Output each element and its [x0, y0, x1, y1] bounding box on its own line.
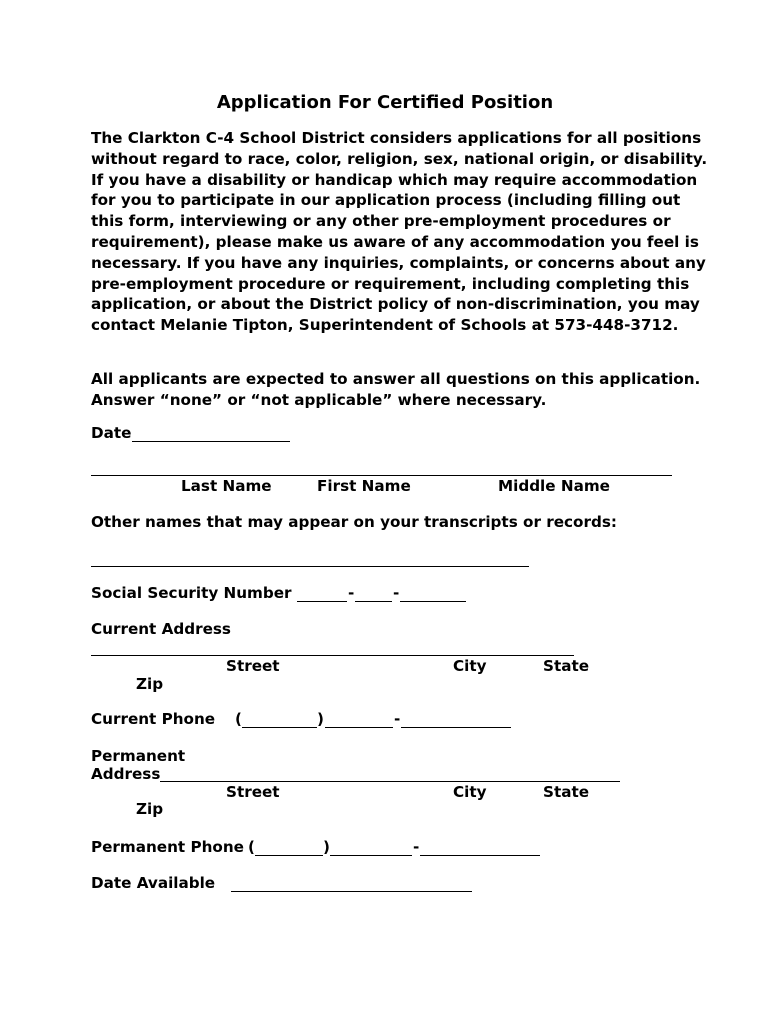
permanent-address-field[interactable] [160, 781, 620, 782]
last-name-caption: Last Name [181, 477, 272, 495]
permanent-phone-area-field[interactable] [255, 838, 323, 856]
current-city-caption: City [453, 657, 487, 675]
permanent-phone-dash: - [413, 838, 420, 856]
instructions-paragraph: All applicants are expected to answer all questions on this application. Answer “none” or “not applicable” where necessary. [91, 370, 701, 409]
full-name-field[interactable] [91, 475, 672, 476]
permanent-phone-open-paren: ( [248, 838, 255, 856]
intro-paragraph: The Clarkton C-4 School District considers applications for all positions without regard to race, color, religion, sex, national origin, or disability. If you have a disability or handicap which may require accommodation for you to participate in our application process (including filling out this form, interviewing or any other pre-employment procedures or requirement), please make us aware of any accommodation you feel is necessary. If you have any inquiries, complaints, or concerns about any pre-employment procedure or requirement, including completing this application, or about the District policy of non-discrimination, you may contact Melanie Tipton, Superintendent of Schools at 573-448-3712. [91, 129, 708, 335]
permanent-street-caption: Street [226, 783, 280, 801]
current-phone-prefix-field[interactable] [325, 710, 393, 728]
current-state-caption: State [543, 657, 590, 675]
current-phone-close-paren: ) [317, 710, 324, 728]
current-phone-label: Current Phone [91, 710, 216, 728]
current-phone-area-field[interactable] [242, 710, 317, 728]
ssn-part2-field[interactable] [355, 584, 392, 602]
permanent-phone-prefix-field[interactable] [330, 838, 412, 856]
current-zip-caption: Zip [136, 675, 164, 693]
date-available-label: Date Available [91, 874, 216, 892]
first-name-caption: First Name [317, 477, 411, 495]
permanent-address-label-line1: Permanent [91, 747, 186, 765]
permanent-city-caption: City [453, 783, 487, 801]
permanent-zip-caption: Zip [136, 800, 164, 818]
current-phone-dash: - [394, 710, 401, 728]
permanent-phone-close-paren: ) [323, 838, 330, 856]
date-available-field[interactable] [231, 874, 472, 892]
ssn-part3-field[interactable] [400, 584, 466, 602]
ssn-part1-field[interactable] [297, 584, 347, 602]
date-field[interactable] [132, 424, 290, 442]
page-title: Application For Certified Position [216, 92, 554, 113]
permanent-phone-label: Permanent Phone [91, 838, 244, 856]
ssn-separator-1: - [348, 584, 355, 602]
current-address-label: Current Address [91, 620, 231, 638]
date-label: Date [91, 424, 132, 442]
other-names-label: Other names that may appear on your transcripts or records: [91, 513, 617, 531]
current-phone-line-field[interactable] [401, 710, 511, 728]
current-phone-open-paren: ( [235, 710, 242, 728]
permanent-phone-line-field[interactable] [420, 838, 540, 856]
ssn-separator-2: - [393, 584, 400, 602]
permanent-state-caption: State [543, 783, 590, 801]
other-names-field[interactable] [91, 566, 529, 567]
current-address-field[interactable] [91, 655, 574, 656]
current-street-caption: Street [226, 657, 280, 675]
middle-name-caption: Middle Name [498, 477, 610, 495]
ssn-label: Social Security Number [91, 584, 292, 602]
permanent-address-label-line2: Address [91, 765, 161, 783]
